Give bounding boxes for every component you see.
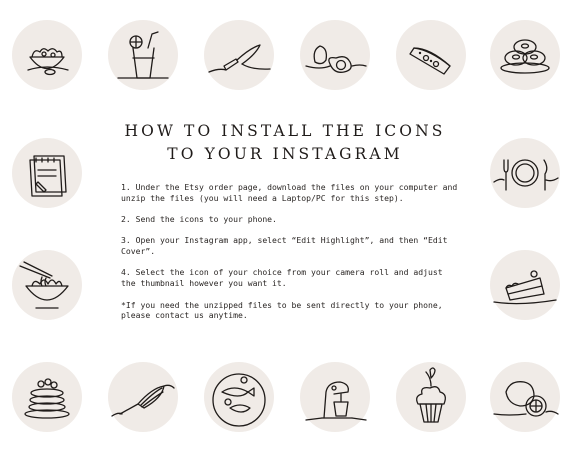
page-title [110,120,460,166]
pancakes-icon [12,362,82,432]
cupcake-circle [396,362,466,432]
pizza-circle [396,20,466,90]
cake-slice-circle [490,250,560,320]
donuts-circle [490,20,560,90]
step-3: 3. Open your Instagram app, select “Edit Highlight”, and then “Edit Cover”. [121,235,448,257]
whisk-circle [108,362,178,432]
step-1: 1. Under the Etsy order page, download the files on your computer and unzip the files (you will need a Laptop/PC for this step). [121,182,458,203]
plate-cutlery-icon [490,138,560,208]
cocktail-circle [108,20,178,90]
title-line-2: TO YOUR INSTAGRAM [167,145,403,163]
fish-dish-circle [204,362,274,432]
donuts-icon [490,20,560,90]
step-4: 4. Select the icon of your choice from your camera roll and adjust the thumbnail however you want it. [121,267,443,289]
title-line-1: HOW TO INSTALL THE ICONS [124,122,446,140]
lemon-icon [490,362,560,432]
lemon-circle [490,362,560,432]
salad-bowl-circle [12,20,82,90]
instructions [121,182,459,332]
noodle-bowl-icon [12,250,82,320]
stand-mixer-circle [300,362,370,432]
knife-circle [204,20,274,90]
cocktail-icon [108,20,178,90]
contact-note: *If you need the unzipped files to be sent directly to your phone, please contact us anytime. [121,299,443,321]
fish-dish-icon [204,362,274,432]
cupcake-icon [396,362,466,432]
pancakes-circle [12,362,82,432]
eggs-circle [300,20,370,90]
recipe-notebook-icon [12,138,82,208]
whisk-icon [108,362,178,432]
stand-mixer-icon [300,362,370,432]
cake-slice-icon [490,250,560,320]
recipe-notebook-circle [12,138,82,208]
knife-icon [204,20,274,90]
noodle-bowl-circle [12,250,82,320]
pizza-slice-icon [396,20,466,90]
salad-bowl-icon [12,20,82,90]
eggs-icon [300,20,370,90]
step-2: 2. Send the icons to your phone. [121,214,277,225]
plate-cutlery-circle [490,138,560,208]
